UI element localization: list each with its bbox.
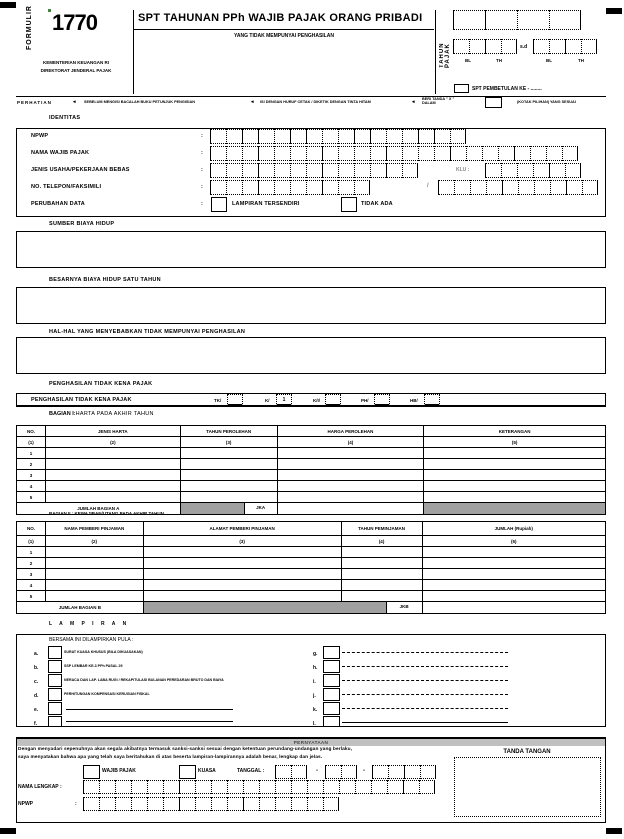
assets-title-text: HARTA PADA AKHIR TAHUN (75, 411, 154, 417)
klu-input[interactable] (485, 163, 581, 178)
signer-npwp-input[interactable] (83, 797, 339, 811)
item-letter: i. (313, 679, 316, 685)
col-header: TAHUN PEMINJAMAN (341, 522, 422, 536)
table-row (17, 459, 606, 470)
cell-input[interactable] (45, 580, 143, 591)
assets-total-cell (180, 503, 277, 515)
attachment-checkbox[interactable] (323, 716, 340, 727)
attachment-line-input[interactable] (342, 666, 508, 667)
cell-input[interactable] (143, 547, 341, 558)
row-number: 2 (17, 558, 46, 569)
cell-input[interactable] (277, 448, 424, 459)
no-change-label: TIDAK ADA (361, 201, 393, 207)
cell-input[interactable] (45, 448, 180, 459)
proxy-role-checkbox[interactable] (179, 765, 196, 779)
cell-input[interactable] (180, 481, 277, 492)
period-label-bl: BL (465, 58, 471, 63)
row-number: 3 (17, 470, 46, 481)
cell-input[interactable] (424, 492, 606, 503)
phone-separator: / (427, 183, 429, 189)
declaration-text-line1: Dengan menyadari sepenuhnya akan segala akibatnya termasuk sanksi-sanksi sesuai dengan ketentuan perundang-undangan yang berlaku, (18, 747, 353, 752)
cell-input[interactable] (180, 448, 277, 459)
business-type-input[interactable] (210, 163, 418, 178)
cell-input[interactable] (424, 459, 606, 470)
cell-input[interactable] (45, 470, 180, 481)
cell-input[interactable] (45, 558, 143, 569)
notice-label: PERHATIAN (17, 100, 52, 105)
table-row (17, 492, 606, 503)
item-letter: k. (313, 707, 318, 713)
row-number: 1 (17, 448, 46, 459)
col-number: (5) (424, 437, 606, 448)
table-row (17, 591, 606, 602)
registration-mark (606, 828, 622, 834)
form-label: FORMULIR (26, 5, 33, 50)
item-letter: c. (34, 679, 39, 685)
date-label: TANGGAL : (237, 768, 265, 774)
attachment-line-input[interactable] (66, 709, 233, 710)
row-number: 4 (17, 580, 46, 591)
cell-input[interactable] (341, 558, 422, 569)
jka-label: JKA (256, 505, 266, 510)
assets-title (49, 411, 154, 417)
table-row (17, 547, 606, 558)
item-letter: e. (34, 707, 39, 713)
signer-npwp-label: NPWP (18, 801, 33, 807)
cell-input[interactable] (277, 481, 424, 492)
no-income-reason-title: HAL-HAL YANG MENYEBABKAN TIDAK MEMPUNYAI PENGHASILAN (49, 329, 246, 335)
attachment-line-input[interactable] (66, 721, 233, 722)
ptkp-hb-label: HB/ (410, 398, 418, 403)
signature-box[interactable] (454, 757, 601, 817)
period-start-input[interactable] (453, 39, 517, 54)
ptkp-ki-input[interactable] (325, 394, 341, 406)
registration-mark (606, 8, 622, 14)
row-number: 2 (17, 459, 46, 470)
jka-input[interactable] (277, 503, 424, 515)
separator: : (201, 133, 204, 139)
form-number: 1770 (52, 10, 97, 35)
page-title: SPT TAHUNAN PPh WAJIB PAJAK ORANG PRIBADI (138, 12, 423, 24)
debts-total-label: JUMLAH BAGIAN B (17, 602, 144, 614)
attachment-checkbox[interactable] (323, 702, 340, 715)
taxpayer-name-label: NAMA WAJIB PAJAK (31, 150, 90, 156)
cell-input[interactable] (277, 459, 424, 470)
col-header: ALAMAT PEMBERI PINJAMAN (143, 522, 341, 536)
living-amount-title: BESARNYA BIAYA HIDUP SATU TAHUN (49, 277, 161, 283)
col-number: (3) (143, 536, 341, 547)
separator: : (201, 167, 204, 173)
col-number: (1) (17, 437, 46, 448)
cell-input[interactable] (45, 481, 180, 492)
declaration-text-line2: saya menyatakan bahwa apa yang telah saya beritahukan di atas beserta lampiran-lampirannya adalah benar, lengkap dan jelas. (18, 755, 323, 760)
attachment-text: NERACA DAN LAP. LABA RUGI / REKAPITULASI BULANAN PEREDARAN BRUTO DAN BIAYA (64, 678, 224, 682)
ptkp-row-label: PENGHASILAN TIDAK KENA PAJAK (31, 397, 132, 403)
assets-title-prefix: BAGIAN I: (49, 411, 76, 417)
grey-fill (424, 503, 606, 515)
cell-input[interactable] (143, 580, 341, 591)
cell-input[interactable] (424, 470, 606, 481)
notice-tail: (KOTAK PILIHAN) YANG SESUAI (517, 100, 576, 104)
correction-checkbox[interactable] (454, 84, 469, 93)
date-separator: - (316, 768, 318, 774)
col-number: (3) (180, 437, 277, 448)
ptkp-k-label: K/ (265, 398, 270, 403)
npwp-label: NPWP (31, 133, 49, 139)
table-row (17, 558, 606, 569)
ministry-line1: KEMENTERIAN KEUANGAN RI (42, 60, 109, 65)
attachment-line-input[interactable] (342, 680, 508, 681)
tax-year-label: TAHUN PAJAK (439, 42, 451, 68)
item-letter: j. (313, 693, 316, 699)
col-number: (4) (341, 536, 422, 547)
business-type-label: JENIS USAHA/PEKERJAAN BEBAS (31, 167, 130, 173)
attachment-text: SSP LEMBAR KE-3 PPh PASAL 29 (64, 664, 123, 668)
ptkp-k-input[interactable]: 1 (276, 394, 292, 406)
cell-input[interactable] (422, 569, 605, 580)
grey-fill (144, 602, 387, 613)
attachment-text: PERHITUNGAN KOMPENSASI KERUGIAN FISKAL (64, 692, 150, 696)
period-label-th: TH (578, 58, 584, 63)
notice-item: ISI DENGAN HURUF CETAK / DIKETIK DENGAN TINTA HITAM (260, 100, 371, 104)
table-row (17, 448, 606, 459)
ptkp-hb-input[interactable] (424, 394, 440, 406)
col-header: NO. (17, 522, 46, 536)
separator: : (201, 201, 204, 207)
col-header: HARGA PEROLEHAN (277, 426, 424, 437)
living-amount-input[interactable] (16, 287, 606, 324)
attachment-line-input[interactable] (342, 652, 508, 653)
cell-input[interactable] (341, 580, 422, 591)
arrow-icon: ◂ (251, 99, 254, 105)
row-number: 5 (17, 492, 46, 503)
notice-item: SEBELUM MENGISI BACALAH BUKU PETUNJUK PENGISIAN (84, 100, 195, 104)
cell-input[interactable] (143, 591, 341, 602)
col-header: KETERANGAN (424, 426, 606, 437)
jkb-label: JKB (399, 604, 409, 609)
attachment-line-input[interactable] (342, 694, 508, 695)
date-separator: - (363, 768, 365, 774)
table-row (17, 580, 606, 591)
cell-input[interactable] (422, 547, 605, 558)
period-end-input[interactable] (533, 39, 597, 54)
row-number: 3 (17, 569, 46, 580)
cell-input[interactable] (277, 470, 424, 481)
divider (16, 96, 606, 97)
attachment-checkbox[interactable] (48, 660, 62, 673)
debts-title: BAGIAN II : KEWAJIBAN/UTANG PADA AKHIR TAHUN (49, 511, 164, 516)
no-change-checkbox[interactable] (341, 197, 357, 212)
date-month-input[interactable] (325, 765, 357, 779)
cell-input[interactable] (422, 580, 605, 591)
col-header: NO. (17, 426, 46, 437)
col-number: (2) (45, 536, 143, 547)
cell-input[interactable] (424, 481, 606, 492)
cell-input[interactable] (341, 547, 422, 558)
fax-input[interactable] (438, 180, 598, 195)
arrow-icon: ◂ (412, 99, 415, 105)
row-number: 5 (17, 591, 46, 602)
attachment-checkbox[interactable] (48, 646, 62, 659)
item-letter: g. (313, 651, 318, 657)
date-day-input[interactable] (275, 765, 307, 779)
ptkp-ph-input[interactable] (374, 394, 390, 406)
phone-input[interactable] (210, 180, 370, 195)
debts-total-cell (143, 602, 422, 614)
attachment-checkbox[interactable] (48, 702, 62, 715)
attachment-checkbox[interactable] (48, 674, 62, 687)
notice-item: BERI TANDA " X " DALAM (422, 97, 455, 105)
item-letter: l. (313, 721, 316, 727)
attachment-checkbox[interactable] (323, 660, 340, 673)
klu-label: KLU : (456, 167, 470, 173)
debts-table (16, 521, 606, 614)
full-name-input[interactable] (83, 780, 435, 794)
divider (133, 10, 134, 94)
row-number: 1 (17, 547, 46, 558)
grey-fill (181, 503, 245, 514)
signature-label: TANDA TANGAN (503, 749, 551, 755)
col-header: JENIS HARTA (45, 426, 180, 437)
cell-input[interactable] (180, 470, 277, 481)
item-letter: h. (313, 665, 318, 671)
attachment-line-input[interactable] (342, 708, 508, 709)
registration-mark (0, 2, 16, 8)
living-source-input[interactable] (16, 231, 606, 268)
assets-total-label: JUMLAH BAGIAN A (17, 503, 181, 515)
item-letter: a. (34, 651, 39, 657)
cell-input[interactable] (45, 492, 180, 503)
assets-table (16, 425, 606, 515)
declaration-title: PERNYATAAN (17, 739, 605, 746)
separator: : (201, 150, 204, 156)
divider (134, 29, 434, 30)
attachment-checkbox[interactable] (323, 674, 340, 687)
attachment-checkbox[interactable] (323, 688, 340, 701)
ptkp-tk-input[interactable] (227, 394, 243, 406)
registration-mark (0, 828, 16, 834)
col-number: (4) (277, 437, 424, 448)
correction-label: SPT PEMBETULAN KE - ........ (472, 86, 542, 92)
separator: : (75, 801, 77, 807)
col-header: TAHUN PEROLEHAN (180, 426, 277, 437)
tax-year-input[interactable] (453, 10, 581, 30)
cell-input[interactable] (422, 558, 605, 569)
taxpayer-name-input[interactable] (210, 146, 578, 161)
separator: : (201, 184, 204, 190)
col-number: (1) (17, 536, 46, 547)
date-year-input[interactable] (372, 765, 436, 779)
ptkp-tk-label: TK/ (214, 398, 222, 403)
corner-tick (48, 9, 51, 12)
notice-checkbox-sample (485, 97, 502, 108)
period-label-bl: BL (546, 58, 552, 63)
taxpayer-role-label: WAJIB PAJAK (102, 768, 136, 774)
data-change-label: PERUBAHAN DATA (31, 201, 85, 207)
item-letter: f. (34, 721, 38, 727)
cell-input[interactable] (341, 591, 422, 602)
ptkp-ki-label: K/I/ (313, 398, 321, 403)
table-row (17, 481, 606, 492)
attachment-checkbox[interactable] (48, 688, 62, 701)
cell-input[interactable] (45, 547, 143, 558)
cell-input[interactable] (180, 492, 277, 503)
cell-input[interactable] (341, 569, 422, 580)
table-row (17, 470, 606, 481)
table-footer (17, 602, 606, 614)
cell-input[interactable] (45, 459, 180, 470)
identity-title: IDENTITAS (49, 115, 81, 121)
item-letter: d. (34, 693, 39, 699)
cell-input[interactable] (143, 558, 341, 569)
table-row (17, 569, 606, 580)
full-name-label: NAMA LENGKAP : (18, 784, 62, 790)
cell-input[interactable] (277, 492, 424, 503)
cell-input[interactable] (424, 448, 606, 459)
cell-input[interactable] (45, 569, 143, 580)
cell-input[interactable] (180, 459, 277, 470)
attachment-checkbox[interactable] (323, 646, 340, 659)
proxy-role-label: KUASA (198, 768, 216, 774)
living-source-title: SUMBER BIAYA HIDUP (49, 221, 115, 227)
attachment-text: SURAT KUASA KHUSUS (BILA DIKUASAKAN) (64, 650, 143, 654)
row-number: 4 (17, 481, 46, 492)
separate-attachment-label: LAMPIRAN TERSENDIRI (232, 201, 300, 207)
ministry-line2: DIREKTORAT JENDERAL PAJAK (40, 68, 112, 73)
attachments-intro: BERSAMA INI DILAMPIRKAN PULA : (49, 637, 134, 643)
arrow-icon: ◂ (73, 99, 76, 105)
attachments-title: L A M P I R A N (49, 621, 130, 627)
cell-input[interactable] (422, 591, 605, 602)
taxpayer-role-checkbox[interactable] (83, 765, 100, 779)
page-subtitle: YANG TIDAK MEMPUNYAI PENGHASILAN (234, 33, 334, 39)
attachment-checkbox[interactable] (48, 716, 62, 727)
period-sd: s.d (520, 44, 528, 50)
period-label-th: TH (496, 58, 502, 63)
col-header: NAMA PEMBERI PINJAMAN (45, 522, 143, 536)
cell-input[interactable] (45, 591, 143, 602)
ptkp-ph-label: PH/ (361, 398, 369, 403)
divider (435, 10, 436, 94)
phone-label: NO. TELEPON/FAKSIMILI (31, 184, 102, 190)
col-header: JUMLAH (Rupiah) (422, 522, 605, 536)
npwp-input[interactable] (210, 129, 466, 144)
col-number: (2) (45, 437, 180, 448)
item-letter: b. (34, 665, 39, 671)
no-income-reason-input[interactable] (16, 337, 606, 374)
separate-attachment-checkbox[interactable] (211, 197, 227, 212)
ptkp-title: PENGHASILAN TIDAK KENA PAJAK (49, 381, 153, 387)
col-number: (5) (422, 536, 605, 547)
attachment-line-input[interactable] (342, 722, 508, 723)
jkb-input[interactable] (422, 602, 605, 614)
cell-input[interactable] (143, 569, 341, 580)
